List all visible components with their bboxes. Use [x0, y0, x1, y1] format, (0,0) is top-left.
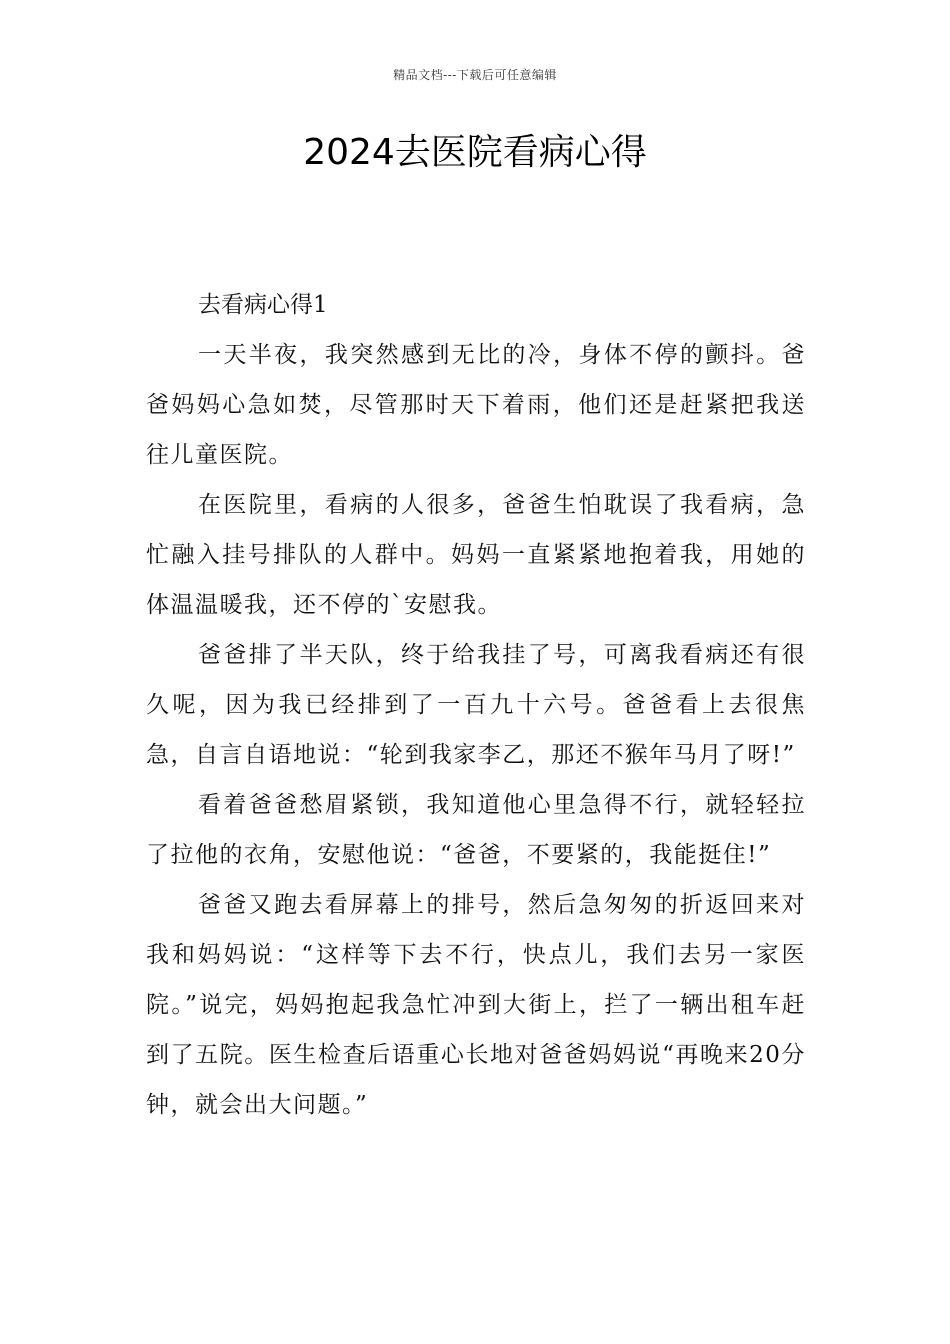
paragraph: 在医院里，看病的人很多，爸爸生怕耽误了我看病，急忙融入挂号排队的人群中。妈妈一直紧紧地抱着我，用她的体温温暖我，还不停的`安慰我。 — [146, 492, 806, 618]
paragraph: 看着爸爸愁眉紧锁，我知道他心里急得不行，就轻轻拉了拉他的衣角，安慰他说：“爸爸，不要紧的，我能挺住!” — [146, 792, 806, 868]
document-title: 2024去医院看病心得 — [303, 132, 647, 173]
header-note: 精品文档---下载后可任意编辑 — [393, 68, 557, 82]
section-heading: 去看病心得1 — [198, 292, 328, 318]
paragraph: 爸爸又跑去看屏幕上的排号，然后急匆匆的折返回来对我和妈妈说：“这样等下去不行，快点儿，我们去另一家医院。”说完，妈妈抱起我急忙冲到大街上，拦了一辆出租车赶到了五院。医生检查后语重心长地对爸爸妈妈说“再晚来20分钟，就会出大问题。” — [146, 892, 806, 1118]
paragraph: 一天半夜，我突然感到无比的冷，身体不停的颤抖。爸爸妈妈心急如焚，尽管那时天下着雨，他们还是赶紧把我送往儿童医院。 — [146, 342, 806, 468]
paragraph: 爸爸排了半天队，终于给我挂了号，可离我看病还有很久呢，因为我已经排到了一百九十六号。爸爸看上去很焦急，自言自语地说：“轮到我家李乙，那还不猴年马月了呀!” — [146, 642, 806, 768]
document-body — [146, 280, 806, 1130]
